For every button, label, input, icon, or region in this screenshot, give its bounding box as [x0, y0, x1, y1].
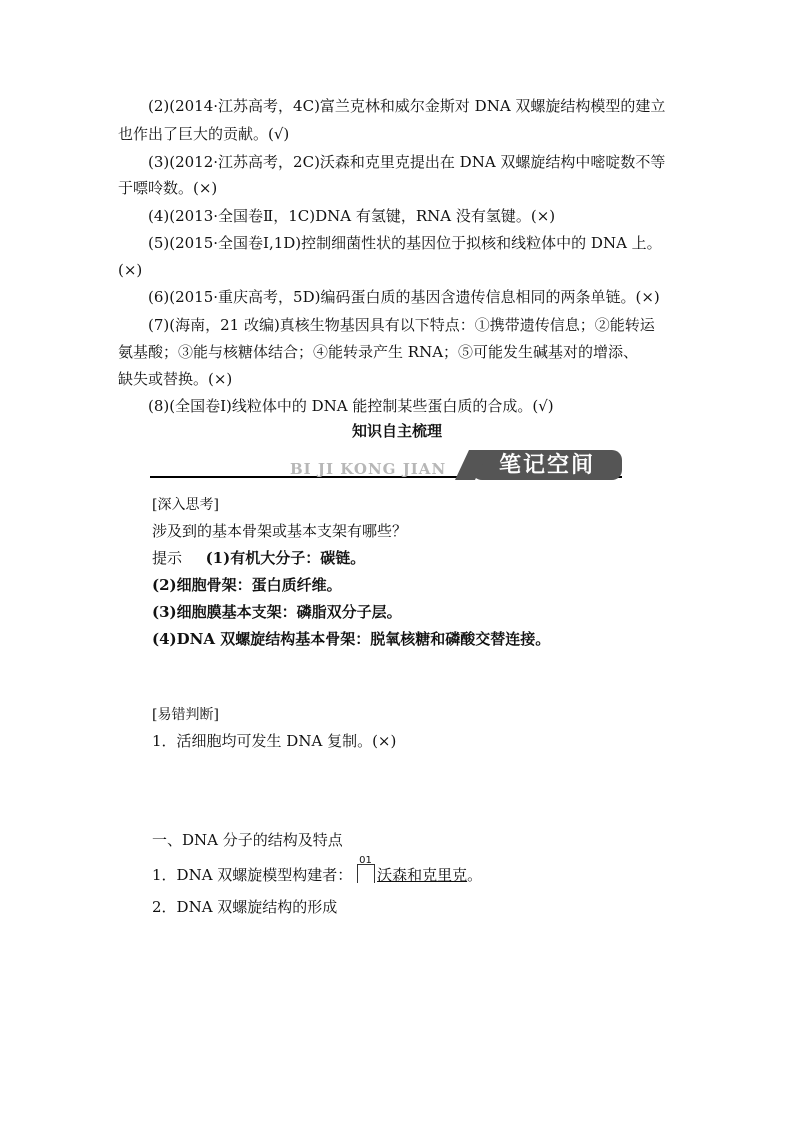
deep-think-hint-1: [152, 548, 365, 568]
item1-suffix: 。: [467, 866, 483, 884]
review-item-3-line2: 于嘌呤数。(×): [118, 179, 218, 197]
deep-think-question: 涉及到的基本骨架或基本支架有哪些？: [152, 522, 408, 540]
deep-think-hint-2: (2)细胞骨架：蛋白质纤维。: [152, 576, 342, 594]
banner-tag-label: 笔记空间: [498, 452, 595, 478]
content-heading: 一、DNA 分子的结构及特点: [152, 831, 343, 849]
item1-answer: 沃森和克里克: [377, 866, 468, 884]
review-item-6: (6)(2015·重庆高考，5D)编码蛋白质的基因含遗传信息相同的两条单链。(×): [148, 288, 660, 306]
hint-1-text: (1)有机大分子：碳链。: [205, 549, 366, 567]
review-item-5-line2: (×): [118, 261, 143, 279]
deep-think-hint-4: (4)DNA 双螺旋结构基本骨架：脱氧核糖和磷酸交替连接。: [152, 630, 551, 648]
review-item-4: (4)(2013·全国卷Ⅱ，1C)DNA 有氢键，RNA 没有氢键。(×): [148, 207, 556, 225]
section-title: 知识自主梳理: [351, 422, 442, 440]
error-judge-label: [易错判断]: [152, 707, 219, 723]
review-item-7-line2: 氨基酸；③能与核糖体结合；④能转录产生 RNA；⑤可能发生碱基对的增添、: [118, 343, 639, 361]
review-item-2-line1: (2)(2014·江苏高考，4C)富兰克林和威尔金斯对 DNA 双螺旋结构模型的建立: [148, 97, 666, 115]
review-item-3-line1: (3)(2012·江苏高考，2C)沃森和克里克提出在 DNA 双螺旋结构中嘧啶数不等: [148, 153, 666, 171]
answer-slot: [357, 855, 375, 883]
review-item-5-line1: (5)(2015·全国卷Ⅰ,1D)控制细菌性状的基因位于拟核和线粒体中的 DNA 上。: [148, 234, 662, 252]
review-item-2-line2: 也作出了巨大的贡献。(√): [118, 125, 290, 143]
slot-number: 01: [359, 855, 372, 866]
notes-banner: [150, 450, 622, 486]
content-item-2: 2．DNA 双螺旋结构的形成: [152, 898, 338, 916]
review-item-7-line1: (7)(海南，21 改编)真核生物基因具有以下特点：①携带遗传信息；②能转运: [148, 316, 655, 334]
banner-tag: [472, 450, 622, 480]
deep-think-label: [深入思考]: [152, 497, 219, 513]
hint-prefix: 提示: [152, 549, 183, 567]
banner-latin-text: BI JI KONG JIAN: [290, 460, 447, 478]
deep-think-hint-3: (3)细胞膜基本支架：磷脂双分子层。: [152, 603, 402, 621]
error-judge-item: 1．活细胞均可发生 DNA 复制。(×): [152, 732, 397, 750]
item1-prefix: 1．DNA 双螺旋模型构建者：: [152, 866, 353, 884]
review-item-7-line3: 缺失或替换。(×): [118, 370, 233, 388]
review-item-8: (8)(全国卷Ⅰ)线粒体中的 DNA 能控制某些蛋白质的合成。(√): [148, 397, 554, 415]
content-item-1: [152, 855, 483, 885]
